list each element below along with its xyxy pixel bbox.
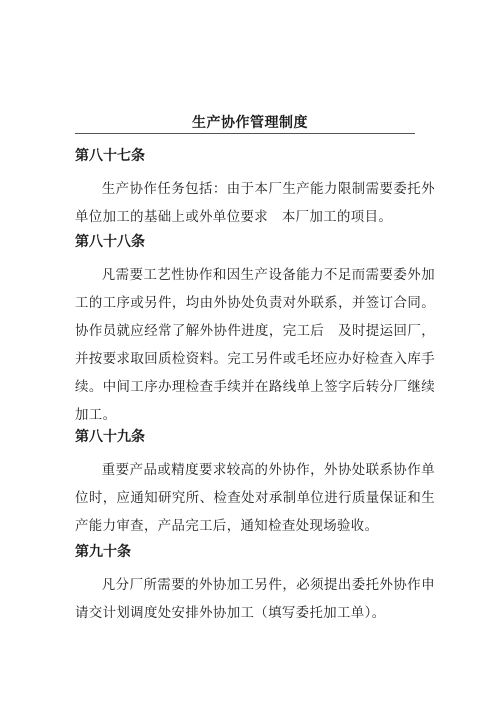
article-body: 生产协作任务包括：由于本厂生产能力限制需要委托外单位加工的基础上或外单位要求 本厂加工的项目。 — [75, 182, 435, 225]
article-heading: 第九十条 — [75, 544, 131, 560]
article-89 — [75, 427, 435, 541]
title-divider — [75, 133, 415, 134]
article-heading: 第八十七条 — [75, 148, 145, 164]
article-88 — [75, 232, 435, 430]
article-heading: 第八十九条 — [75, 429, 145, 445]
article-87 — [75, 146, 435, 232]
article-body: 凡分厂所需要的外协加工另件，必须提出委托外协作申请交计划调度处安排外协加工（填写委托加工单）。 — [75, 578, 435, 621]
article-body: 重要产品或精度要求较高的外协作，外协处联系协作单位时，应通知研究所、检查处对承制单位进行质量保证和生产能力审查，产品完工后，通知检查处现场验收。 — [75, 463, 435, 534]
article-90 — [75, 542, 435, 628]
article-body: 凡需要工艺性协作和因生产设备能力不足而需要委外加工的工序或另件，均由外协处负责对外联系，并签订合同。协作员就应经常了解外协件进度，完工后 及时提运回厂，并按要求取回质检资料。完工另件或毛坯应办好检查入库手续。中间工序办理检查手续并在路线单上签字后转分厂继续加工。 — [75, 268, 435, 423]
page-title: 生产协作管理制度 — [192, 115, 308, 131]
article-heading: 第八十八条 — [75, 234, 145, 250]
